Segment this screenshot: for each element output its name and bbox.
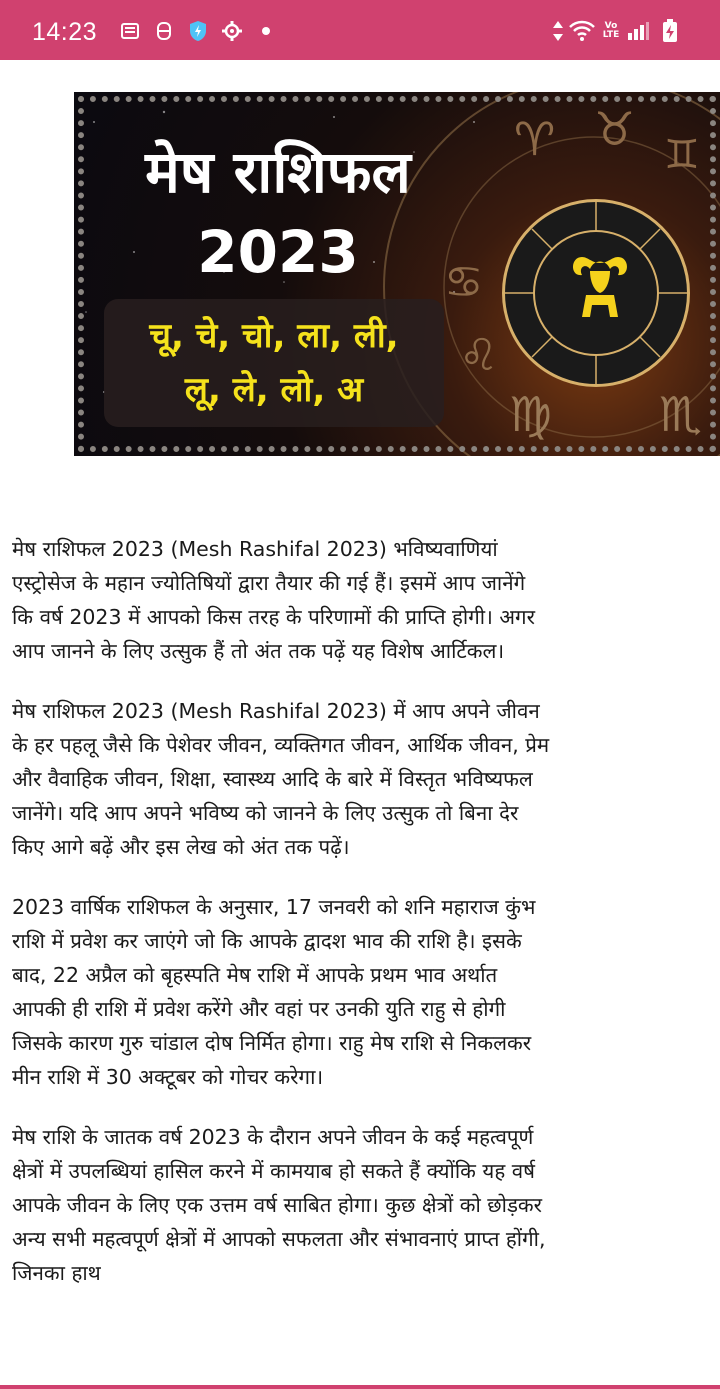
- banner-title: [118, 132, 438, 292]
- status-bar: [0, 0, 720, 60]
- article-paragraph: 2023 वार्षिक राशिफल के अनुसार, 17 जनवरी को शनि महाराज कुंभ राशि में प्रवेश कर जाएंगे जो कि आपके द्वादश भाव की राशि है। इसके बाद, 22 अप्रैल को बृहस्पति मेष राशि में आपके प्रथम भाव अर्थात आपकी ही राशि में प्रवेश करेंगे और वहां पर उनकी युति राहु से होगी जिसके कारण गुरु चांडाल दोष निर्मित होगा। राहु मेष राशि से निकलकर मीन राशि में 30 अक्टूबर को गोचर करेगा।: [12, 895, 536, 1089]
- syllables-text: [104, 309, 444, 417]
- dot-icon: [260, 20, 272, 42]
- article-paragraph: मेष राशि के जातक वर्ष 2023 के दौरान अपने जीवन के कई महत्वपूर्ण क्षेत्रों में उपलब्धियां हासिल करने में कामयाब हो सकते हैं क्योंकि यह वर्ष आपके जीवन के लिए एक उत्तम वर्ष साबित होगा। कुछ क्षेत्रों को छोड़कर अन्य सभी महत्वपूर्ण क्षेत्रों में आपको सफलता और संभावनाएं प्राप्त होंगी, जिनका हाथ: [12, 1125, 546, 1285]
- article-paragraph: मेष राशिफल 2023 (Mesh Rashifal 2023) में आप अपने जीवन के हर पहलू जैसे कि पेशेवर जीवन, व्यक्तिगत जीवन, आर्थिक जीवन, प्रेम और वैवाहिक जीवन, शिक्षा, स्वास्थ्य आदि के बारे में विस्तृत भविष्यफल जानेंगे। यदि आप अपने भविष्य को जानने के लिए उत्सुक तो बिना देर किए आगे बढ़ें और इस लेख को अंत तक पढ़ें।: [12, 699, 550, 859]
- bottom-accent-line: [0, 1385, 720, 1389]
- status-time: 14:23: [32, 18, 98, 46]
- zodiac-glyph-4: ♋: [444, 257, 484, 308]
- zodiac-glyph-2: ♉: [594, 102, 636, 156]
- volte-icon: Vo LTE: [602, 21, 620, 40]
- article-paragraph: मेष राशिफल 2023 (Mesh Rashifal 2023) भविष्यवाणियां एस्ट्रोसेज के महान ज्योतिषियों द्वारा तैयार की गई हैं। इसमें आप जानेंगे कि वर्ष 2023 में आपको किस तरह के परिणामों की प्राप्ति होगी। अगर आप जानने के लिए उत्सुक हैं तो अंत तक पढ़ें यह विशेष आर्टिकल।: [12, 537, 535, 663]
- syllables-line1: चू, चे, चो, ला, ली,: [149, 316, 399, 356]
- zodiac-glyph-5: ♌: [459, 330, 499, 381]
- banner-title-line1: मेष राशिफल: [145, 138, 411, 206]
- ram-icon: [568, 247, 632, 327]
- zodiac-glyph-3: ♊: [664, 132, 700, 178]
- data-arrows-icon: [551, 20, 565, 42]
- zodiac-glyph-6: ♍: [509, 387, 553, 443]
- banner-title-year: 2023: [197, 218, 359, 286]
- zodiac-glyph-1: ♈: [514, 112, 556, 166]
- usb-icon: [155, 20, 173, 42]
- shield-bolt-icon: [187, 20, 209, 42]
- gear-icon: [221, 20, 243, 42]
- wifi-icon: [568, 20, 596, 42]
- horoscope-banner-image: [74, 92, 720, 456]
- battery-charging-icon: [662, 20, 678, 42]
- article-body: [12, 532, 552, 1316]
- signal-icon: [626, 20, 650, 42]
- zodiac-glyph-7: ♏: [659, 387, 703, 443]
- syllables-line2: लू, ले, लो, अ: [184, 370, 364, 410]
- news-icon: [120, 20, 140, 42]
